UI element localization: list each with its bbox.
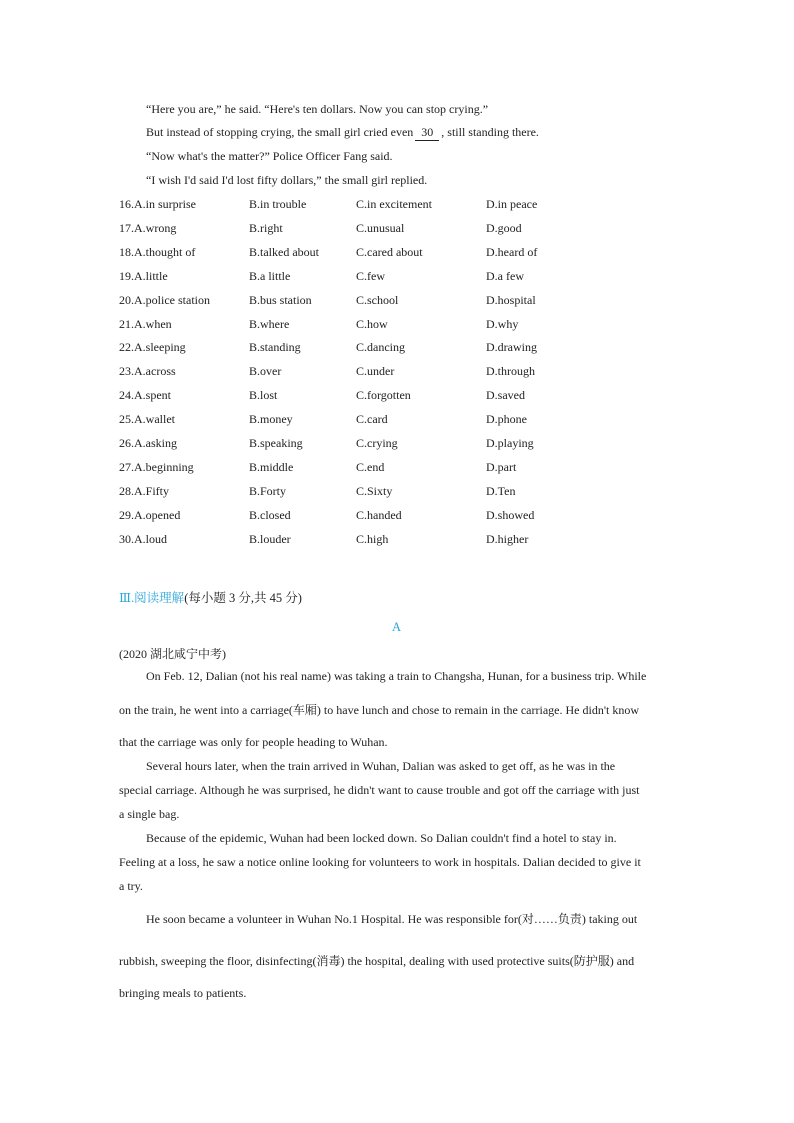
option-text: A.in surprise: [134, 197, 196, 211]
option-text: D.phone: [486, 412, 527, 427]
question-27-option-b: [249, 459, 293, 475]
option-text: D.showed: [486, 507, 535, 522]
question-27-option-c: [356, 459, 384, 475]
question-30-option-d: [486, 531, 528, 547]
question-25-option-b: [249, 411, 293, 427]
section-heading: [119, 590, 302, 606]
option-text: A.thought of: [134, 244, 196, 259]
option-text: C.forgotten: [356, 388, 411, 403]
passage-line: a try.: [119, 879, 143, 893]
question-28-option-c: [356, 483, 392, 499]
question-27-option-a: [119, 459, 194, 475]
question-24-option-a: [119, 387, 171, 403]
passage-line: on the train, he went into a carriage(车厢) to have lunch and chose to remain in the carriage. He didn't know: [119, 703, 639, 717]
question-21-option-c: [356, 316, 388, 332]
option-text: A.wallet: [134, 412, 175, 427]
option-text: B.louder: [249, 531, 291, 546]
option-text: D.through: [486, 364, 535, 379]
option-text: D.playing: [486, 436, 534, 450]
question-number: 24.: [119, 388, 134, 403]
question-18-option-d: [486, 244, 537, 260]
option-text: C.crying: [356, 436, 398, 450]
question-22-option-a: [119, 339, 186, 355]
question-22-option-b: [249, 339, 301, 355]
question-number: 19.: [119, 268, 134, 283]
option-text: D.higher: [486, 531, 529, 546]
question-30-option-a: [119, 531, 167, 547]
option-text: D.why: [486, 316, 519, 331]
question-26-option-c: [356, 435, 398, 451]
question-21-option-a: [119, 316, 172, 332]
question-18-option-a: [119, 244, 195, 260]
option-text: B.money: [249, 412, 293, 427]
question-number: 25.: [119, 412, 134, 427]
question-21-option-d: [486, 316, 518, 332]
option-text: B.right: [249, 220, 283, 235]
question-21-option-b: [249, 316, 289, 332]
question-19-option-a: [119, 268, 168, 284]
option-text: B.bus station: [249, 292, 312, 307]
question-19-option-b: [249, 268, 290, 284]
question-25-option-d: [486, 411, 527, 427]
question-number: 22.: [119, 340, 134, 355]
option-text: A.opened: [134, 507, 181, 522]
option-text: D.good: [486, 220, 522, 235]
option-text: A.wrong: [134, 220, 177, 235]
question-22-option-d: [486, 339, 537, 355]
option-text: B.talked about: [249, 244, 319, 259]
question-number: 30.: [119, 531, 134, 546]
option-text: C.few: [356, 268, 385, 283]
question-23-option-d: [486, 363, 535, 379]
question-number: 27.: [119, 459, 134, 474]
option-text: B.where: [249, 316, 290, 331]
question-25-option-a: [119, 411, 175, 427]
option-text: A.little: [134, 268, 168, 283]
question-24-option-d: [486, 387, 525, 403]
question-29-option-d: [486, 507, 534, 523]
passage-line: bringing meals to patients.: [119, 986, 247, 1000]
question-28-option-d: [486, 483, 515, 499]
option-text: A.sleeping: [134, 340, 186, 355]
passage-source: (2020 湖北咸宁中考): [119, 647, 226, 661]
option-text: C.end: [356, 459, 385, 474]
question-17-option-b: [249, 220, 283, 236]
question-23-option-b: [249, 363, 281, 379]
option-text: C.cared about: [356, 244, 423, 259]
option-text: B.lost: [249, 388, 278, 403]
dialog-line: “Here you are,” he said. “Here's ten dollars. Now you can stop crying.”: [146, 102, 489, 116]
question-17-option-a: [119, 220, 176, 236]
question-16-option-b: [249, 196, 306, 212]
question-29-option-c: [356, 507, 402, 523]
option-text: B.standing: [249, 340, 301, 355]
option-text: D.part: [486, 459, 517, 474]
question-24-option-c: [356, 387, 411, 403]
question-number: 16.: [119, 197, 134, 211]
option-text: B.speaking: [249, 436, 303, 450]
question-18-option-c: [356, 244, 423, 260]
passage-line: He soon became a volunteer in Wuhan No.1 Hospital. He was responsible for(对……负责) taking out: [146, 912, 638, 926]
option-text: A.beginning: [134, 459, 194, 474]
passage-line: special carriage. Although he was surprised, he didn't want to cause trouble and got off the carriage with just: [119, 783, 640, 797]
option-text: B.in trouble: [249, 197, 307, 211]
question-23-option-c: [356, 363, 394, 379]
option-text: D.drawing: [486, 340, 537, 355]
dialog-line: “I wish I'd said I'd lost fifty dollars,” the small girl replied.: [146, 173, 428, 187]
section-title: Ⅲ.阅读理解: [119, 591, 185, 605]
question-27-option-d: [486, 459, 516, 475]
option-text: C.in excitement: [356, 197, 432, 211]
question-16-option-d: [486, 196, 537, 212]
option-text: D.heard of: [486, 244, 538, 259]
option-text: C.under: [356, 364, 395, 379]
question-number: 28.: [119, 483, 134, 498]
answer-blank: 30: [415, 124, 439, 141]
option-text: A.asking: [134, 436, 177, 450]
option-text: B.a little: [249, 268, 291, 283]
question-18-option-b: [249, 244, 319, 260]
passage-line: that the carriage was only for people heading to Wuhan.: [119, 735, 388, 749]
question-number: 26.: [119, 436, 134, 450]
option-text: A.loud: [134, 531, 167, 546]
option-text: C.unusual: [356, 220, 405, 235]
question-20-option-b: [249, 292, 312, 308]
option-text: A.Fifty: [134, 483, 170, 498]
question-29-option-b: [249, 507, 291, 523]
question-30-option-b: [249, 531, 291, 547]
question-17-option-c: [356, 220, 404, 236]
option-text: D.Ten: [486, 483, 516, 498]
question-29-option-a: [119, 507, 180, 523]
question-20-option-c: [356, 292, 398, 308]
passage-line: Because of the epidemic, Wuhan had been locked down. So Dalian couldn't find a hotel to stay in.: [146, 831, 617, 845]
question-26-option-d: [486, 435, 534, 451]
question-28-option-a: [119, 483, 169, 499]
question-24-option-b: [249, 387, 277, 403]
question-25-option-c: [356, 411, 388, 427]
question-number: 23.: [119, 364, 134, 379]
option-text: C.how: [356, 316, 388, 331]
option-text: D.hospital: [486, 292, 536, 307]
question-number: 21.: [119, 316, 134, 331]
option-text: A.when: [134, 316, 172, 331]
question-16-option-a: [119, 196, 196, 212]
question-23-option-a: [119, 363, 176, 379]
dialog-line: “Now what's the matter?” Police Officer Fang said.: [146, 149, 393, 163]
option-text: C.card: [356, 412, 388, 427]
question-20-option-a: [119, 292, 210, 308]
question-28-option-b: [249, 483, 286, 499]
passage-line: a single bag.: [119, 807, 180, 821]
option-text: D.saved: [486, 388, 525, 403]
question-22-option-c: [356, 339, 405, 355]
option-text: C.Sixty: [356, 483, 393, 498]
question-26-option-a: [119, 435, 177, 451]
option-text: B.middle: [249, 459, 294, 474]
option-text: B.Forty: [249, 483, 287, 498]
option-text: C.handed: [356, 507, 402, 522]
dialog-text-before: But instead of stopping crying, the small girl cried even: [146, 125, 414, 139]
passage-line: On Feb. 12, Dalian (not his real name) was taking a train to Changsha, Hunan, for a business trip. While: [146, 669, 647, 683]
passage-line: Several hours later, when the train arrived in Wuhan, Dalian was asked to get off, as he was in the: [146, 759, 616, 773]
passage-line: Feeling at a loss, he saw a notice online looking for volunteers to work in hospitals. Dalian decided to give it: [119, 855, 641, 869]
question-number: 17.: [119, 220, 134, 235]
passage-line: rubbish, sweeping the floor, disinfecting(消毒) the hospital, dealing with used protective suits(防护服) and: [119, 954, 635, 968]
question-26-option-b: [249, 435, 303, 451]
question-20-option-d: [486, 292, 536, 308]
question-number: 29.: [119, 507, 134, 522]
option-text: B.over: [249, 364, 282, 379]
dialog-text-after: , still standing there.: [441, 125, 539, 139]
dialog-line-with-blank: [146, 124, 539, 141]
section-note: (每小题 3 分,共 45 分): [184, 591, 302, 605]
passage-letter: A: [392, 620, 402, 634]
question-19-option-c: [356, 268, 385, 284]
option-text: B.closed: [249, 507, 291, 522]
option-text: A.across: [134, 364, 176, 379]
question-number: 18.: [119, 244, 134, 259]
option-text: C.school: [356, 292, 399, 307]
question-16-option-c: [356, 196, 432, 212]
question-17-option-d: [486, 220, 522, 236]
option-text: A.police station: [134, 292, 210, 307]
option-text: D.in peace: [486, 197, 538, 211]
option-text: C.high: [356, 531, 389, 546]
question-number: 20.: [119, 292, 134, 307]
option-text: A.spent: [134, 388, 171, 403]
option-text: C.dancing: [356, 340, 405, 355]
question-19-option-d: [486, 268, 524, 284]
option-text: D.a few: [486, 268, 524, 283]
question-30-option-c: [356, 531, 388, 547]
